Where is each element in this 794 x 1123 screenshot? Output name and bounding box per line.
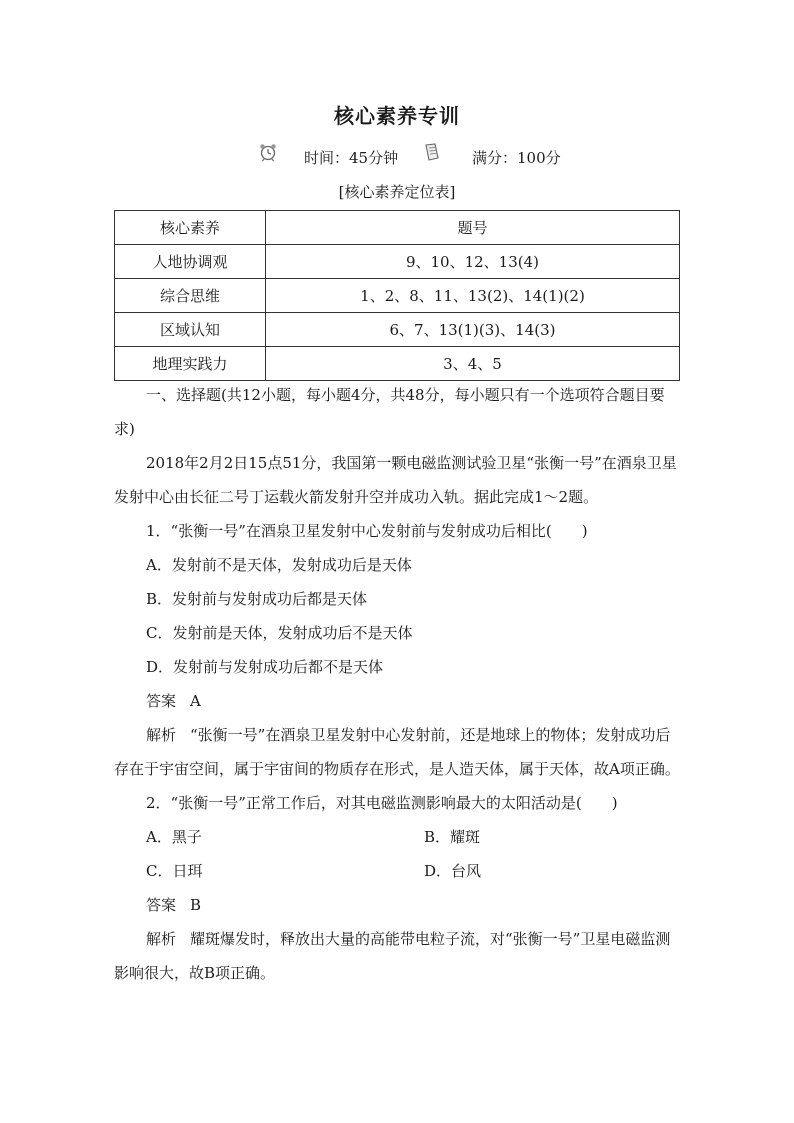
question-1-option-b: B．发射前与发射成功后都是天体	[146, 590, 368, 608]
table-header-row	[115, 211, 680, 245]
analysis-text: 耀斑爆发时，释放出大量的高能带电粒子流，对“张衡一号”卫星电磁监测影响很大，故B项正确。	[114, 930, 671, 982]
answer-label: 答案	[146, 692, 177, 710]
question-1-stem: 1．“张衡一号”在酒泉卫星发射中心发射前与发射成功后相比( )	[146, 522, 588, 540]
question-2-options-row	[114, 854, 680, 888]
table-caption: [核心素养定位表]	[338, 183, 456, 201]
analysis-label: 解析	[146, 726, 177, 744]
question-1-option-d: D．发射前与发射成功后都不是天体	[146, 658, 384, 676]
table-cell: 9、10、12、13(4)	[266, 245, 680, 279]
answer-value: A	[190, 692, 201, 710]
question-2-option-b: B．耀斑	[424, 828, 481, 846]
table-header-cell: 核心素养	[115, 211, 266, 245]
question-body	[114, 378, 680, 990]
table-cell: 1、2、8、11、13(2)、14(1)(2)	[266, 279, 680, 313]
question-1-option-a: A．发射前不是天体，发射成功后是天体	[146, 556, 412, 574]
question-2-option-c: C．日珥	[146, 862, 203, 880]
question-2-options-row	[114, 820, 680, 854]
page-title: 核心素养专训	[334, 104, 460, 128]
question-2-stem: 2．“张衡一号”正常工作后，对其电磁监测影响最大的太阳活动是( )	[146, 794, 618, 812]
table-cell: 综合思维	[115, 279, 266, 313]
analysis-text: “张衡一号”在酒泉卫星发射中心发射前，还是地球上的物体；发射成功后存在于宇宙空间，属于宇宙间的物质存在形式，是人造天体，属于天体，故A项正确。	[114, 726, 680, 778]
section-heading: 一、选择题(共12小题，每小题4分，共48分，每小题只有一个选项符合题目要求)	[114, 386, 665, 438]
question-1-analysis	[114, 718, 680, 786]
table-row	[115, 313, 680, 347]
answer-value: B	[190, 896, 202, 914]
table-row	[115, 347, 680, 381]
table-cell: 区域认知	[115, 313, 266, 347]
question-2-option-a: A．黑子	[146, 828, 202, 846]
exam-meta	[254, 142, 584, 170]
question-1-option-c: C．发射前是天体，发射成功后不是天体	[146, 624, 413, 642]
question-2-answer	[114, 888, 680, 922]
table-header-cell: 题号	[266, 211, 680, 245]
table-cell: 6、7、13(1)(3)、14(3)	[266, 313, 680, 347]
exam-score: 满分：100分	[472, 149, 561, 167]
question-2-option-d: D．台风	[424, 862, 482, 880]
exam-paper-icon	[422, 142, 442, 162]
table-row	[115, 245, 680, 279]
answer-label: 答案	[146, 896, 177, 914]
table-cell: 3、4、5	[266, 347, 680, 381]
passage: 2018年2月2日15点51分，我国第一颗电磁监测试验卫星“张衡一号”在酒泉卫星发射中心由长征二号丁运载火箭发射升空并成功入轨。据此完成1～2题。	[114, 454, 677, 506]
literacy-position-table	[114, 210, 680, 381]
question-1-answer	[114, 684, 680, 718]
table-cell: 地理实践力	[115, 347, 266, 381]
analysis-label: 解析	[146, 930, 177, 948]
table-row	[115, 279, 680, 313]
question-2-analysis	[114, 922, 680, 990]
table-cell: 人地协调观	[115, 245, 266, 279]
exam-time: 时间：45分钟	[304, 149, 399, 167]
alarm-clock-icon	[258, 142, 278, 162]
